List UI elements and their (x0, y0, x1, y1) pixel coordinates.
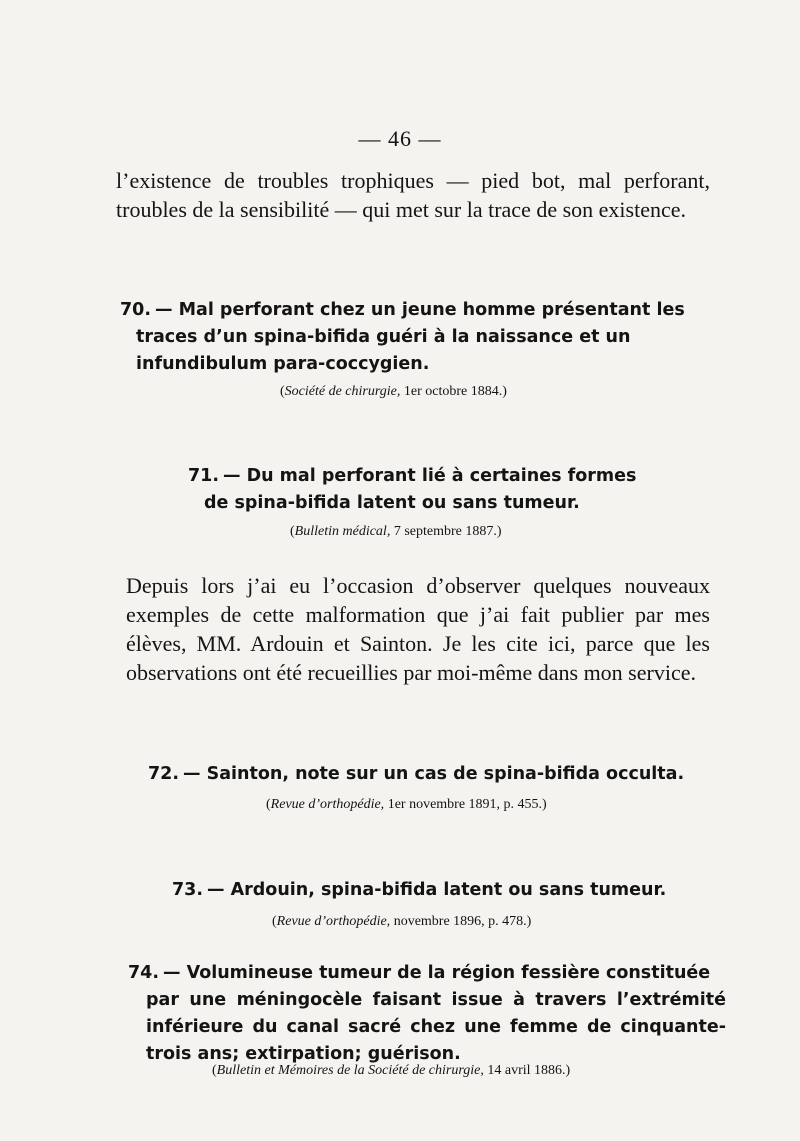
open-paren: ( (290, 524, 295, 539)
entry-title-first-line: — Mal perforant chez un jeune homme présentant les (155, 300, 685, 320)
entry-number: 73. (172, 880, 204, 900)
citation-73 (272, 914, 531, 930)
page-number: — 46 — (358, 126, 442, 151)
citation-source: Revue d’orthopédie, (276, 914, 391, 929)
bibliography-entry-74 (128, 960, 726, 1068)
citation-70 (280, 384, 507, 400)
citation-date: 14 avril 1886.) (487, 1063, 571, 1078)
citation-74 (212, 1063, 570, 1079)
entry-title-continuation: par une méningocèle faisant issue à travers l’extrémité inférieure du canal sacré chez une femme de cinquante-trois ans; extirpation; guérison. (146, 990, 726, 1064)
bibliography-entry-70 (120, 297, 710, 378)
entry-number: 74. (128, 963, 160, 983)
citation-date: 1er novembre 1891, p. 455.) (387, 797, 547, 812)
bibliography-entry-71 (188, 463, 658, 517)
entry-title-continuation: de spina-bifida latent ou sans tumeur. (204, 493, 580, 513)
citation-date: 1er octobre 1884.) (403, 384, 507, 399)
citation-source: Revue d’orthopédie, (270, 797, 385, 812)
paragraph-body: Depuis lors j’ai eu l’occasion d’observer quelques nouveaux exemples de cette malformation que j’ai fait publier par mes élèves, MM. Ardouin et Sainton. Je les cite ici, parce que les observations ont été recueillies par moi-même dans mon service. (126, 573, 710, 685)
entry-number: 72. (148, 764, 180, 784)
citation-72 (266, 797, 547, 813)
entry-number: 70. (120, 300, 152, 320)
citation-source: Bulletin et Mémoires de la Société de chirurgie, (216, 1063, 484, 1078)
entry-title-first-line: — Ardouin, spina-bifida latent ou sans tumeur. (207, 880, 667, 900)
paragraph-continuation: l’existence de troubles trophiques — pied bot, mal perforant, troubles de la sensibilité — qui met sur la trace de son existence. (116, 168, 710, 222)
entry-title-first-line: — Sainton, note sur un cas de spina-bifida occulta. (183, 764, 685, 784)
entry-title-continuation: traces d’un spina-bifida guéri à la naissance et un infundibulum para-coccygien. (136, 327, 631, 374)
bibliography-entry-73 (172, 877, 732, 904)
citation-date: novembre 1896, p. 478.) (393, 914, 532, 929)
open-paren: ( (266, 797, 271, 812)
citation-date: 7 septembre 1887.) (393, 524, 502, 539)
citation-source: Bulletin médical, (294, 524, 391, 539)
open-paren: ( (272, 914, 277, 929)
open-paren: ( (212, 1063, 217, 1078)
open-paren: ( (280, 384, 285, 399)
entry-title-first-line: — Volumineuse tumeur de la région fessière constituée (163, 963, 711, 983)
bibliography-entry-72 (148, 761, 728, 788)
entry-title-first-line: — Du mal perforant lié à certaines formes (223, 466, 637, 486)
citation-71 (290, 524, 502, 540)
entry-number: 71. (188, 466, 220, 486)
citation-source: Société de chirurgie, (284, 384, 401, 399)
